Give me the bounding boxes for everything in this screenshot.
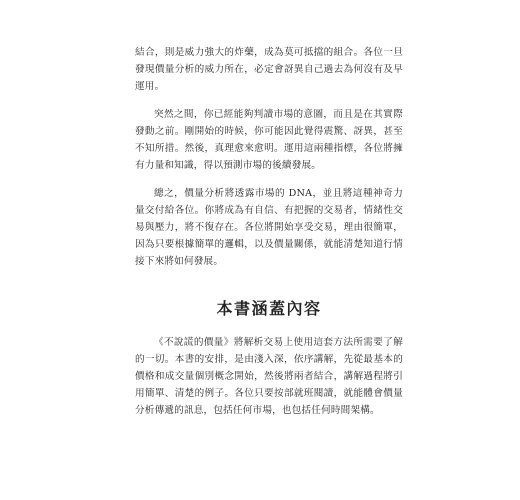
section-heading: 本書涵蓋內容 — [216, 299, 322, 318]
body-paragraph: 突然之間，你已經能夠判讀市場的意圖，而且是在其實際發動之前。剛開始的時候，你可能因此覺得震驚、訝異，甚至不知所措。然後，真理愈來愈明。運用這兩種指標，各位將擁有力量和知識，得以預測市場的後續發展。 — [135, 109, 403, 171]
book-page — [135, 44, 403, 419]
body-paragraph: 總之，價量分析將透露市場的 DNA，並且將這種神奇力量交付給各位。你將成為有自信、有把握的交易者，情緒性交易與壓力，將不復存在。各位將開始享受交易，理由很簡單，因為只要根據簡單的邏輯，以及價量關係，就能清楚知道行情接下來將如何發展。 — [135, 188, 403, 267]
body-paragraph: 《不說謊的價量》將解析交易上使用這套方法所需要了解的一切。本書的安排，是由淺入深，依序講解，先從最基本的價格和成交量個別概念開始，然後將兩者結合，講解過程將引用簡單、清楚的例子。各位只要按部就班閱讀，就能體會價量分析傳遞的訊息，包括任何市場，也包括任何時間架構。 — [135, 337, 403, 416]
body-paragraph: 結合，則是威力強大的炸藥，成為莫可抵擋的組合。各位一旦發現價量分析的威力所在，必定會訝異自己過去為何沒有及早運用。 — [135, 47, 403, 92]
